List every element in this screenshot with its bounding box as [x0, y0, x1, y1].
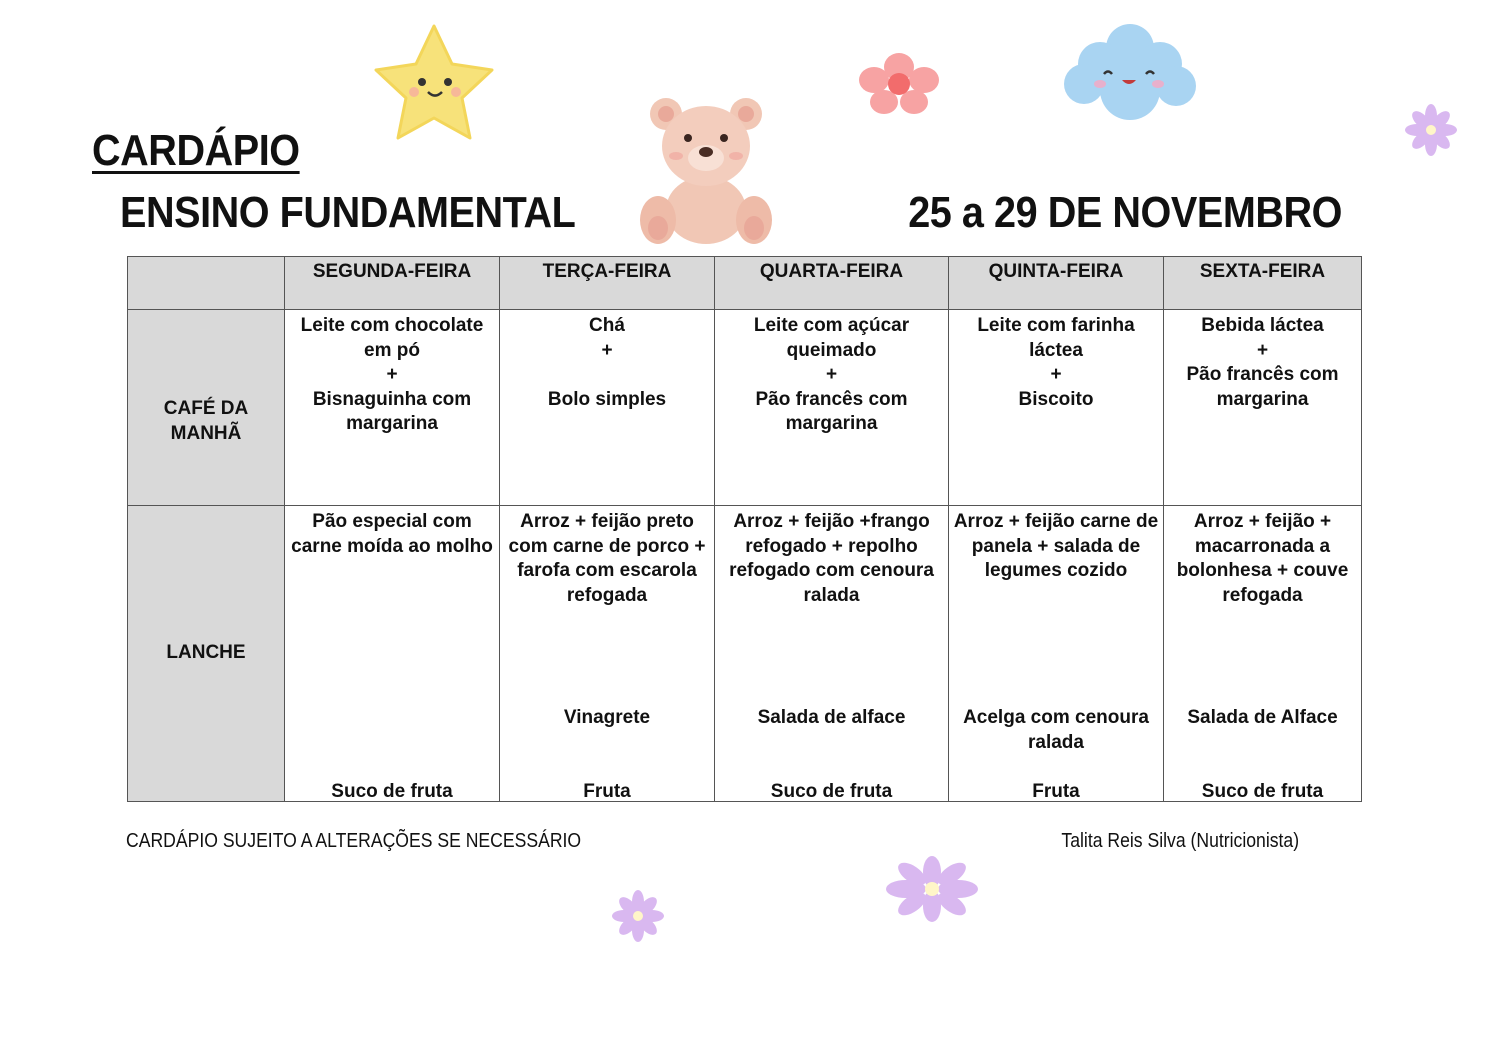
page-title: CARDÁPIO [92, 126, 300, 175]
teddy-bear-icon [636, 92, 776, 250]
day-header: SEXTA-FEIRA [1164, 257, 1362, 310]
cloud-icon [1060, 18, 1200, 122]
menu-item-line: refogada [1222, 584, 1303, 606]
side-item: Salada de Alface [1187, 707, 1338, 728]
menu-item-line: Pão francês com [755, 388, 908, 410]
menu-item-line: Pão especial com [312, 511, 472, 532]
day-header: QUINTA-FEIRA [949, 257, 1164, 310]
menu-item-line: Pão francês com [1186, 364, 1339, 385]
day-header: QUARTA-FEIRA [715, 257, 949, 310]
menu-item-line: Leite com chocolate [300, 315, 484, 336]
menu-cell [949, 310, 1164, 506]
menu-item-line: com carne de porco + [508, 535, 706, 557]
row-label-cafe [128, 310, 285, 506]
flower-icon [1405, 104, 1457, 156]
menu-item-line: Bolo simples [547, 388, 667, 410]
row-label-line: MANHÃ [170, 422, 242, 444]
menu-item-line: Arroz + feijão preto [520, 511, 694, 532]
menu-cell [285, 506, 500, 802]
menu-item-line: + [386, 364, 398, 385]
menu-cell [1164, 506, 1362, 802]
drink-item: Suco de fruta [770, 781, 893, 802]
menu-item-line: em pó [364, 339, 420, 361]
drink-item: Suco de fruta [1201, 781, 1324, 802]
menu-cell [715, 310, 949, 506]
menu-item-line: Bisnaguinha com [312, 388, 472, 410]
menu-item-line: bolonhesa + couve [1176, 560, 1349, 581]
menu-item-line: macarronada a [1194, 535, 1331, 557]
nutritionist-signature: Talita Reis Silva (Nutricionista) [1061, 830, 1299, 852]
menu-item-line: Biscoito [1018, 388, 1094, 410]
menu-item-line: panela + salada de [971, 535, 1141, 557]
menu-item-line: legumes cozido [984, 560, 1128, 581]
menu-item-line: Arroz + feijão +frango [733, 511, 930, 532]
menu-cell [500, 310, 715, 506]
menu-item-line: farofa com escarola [517, 560, 697, 581]
table-header-row [128, 257, 1362, 310]
date-range: 25 a 29 DE NOVEMBRO [908, 188, 1342, 237]
row-label-lanche [128, 506, 285, 802]
menu-cell [500, 506, 715, 802]
menu-item-line: queimado [786, 339, 877, 361]
menu-item-line: Arroz + feijão + [1193, 511, 1332, 532]
menu-item-line: Leite com açúcar [753, 315, 910, 336]
table-row-cafe [128, 310, 1362, 506]
menu-item-line: + [1050, 364, 1062, 385]
menu-item-line: Bebida láctea [1201, 315, 1324, 336]
table-corner-cell [128, 257, 285, 310]
menu-item-line: refogado com cenoura [729, 560, 934, 581]
row-label-line: CAFÉ DA [163, 398, 249, 419]
side-item: ralada [1028, 731, 1084, 753]
day-header: TERÇA-FEIRA [500, 257, 715, 310]
menu-table [127, 256, 1362, 802]
drink-item: Suco de fruta [331, 781, 453, 802]
menu-item-line: refogada [566, 584, 648, 606]
menu-item-line: margarina [785, 413, 878, 434]
menu-item-line: Chá [589, 315, 625, 336]
menu-item-line: margarina [1216, 388, 1309, 410]
menu-item-line: refogado + repolho [745, 535, 918, 557]
menu-item-line: láctea [1029, 339, 1083, 361]
day-header: SEGUNDA-FEIRA [285, 257, 500, 310]
side-item: Vinagrete [563, 707, 651, 728]
footer-note: CARDÁPIO SUJEITO A ALTERAÇÕES SE NECESSÁRIO [126, 830, 582, 852]
flower-icon [612, 890, 664, 942]
menu-item-line: + [1256, 339, 1269, 361]
menu-item-line: margarina [346, 413, 438, 434]
side-item: Salada de alface [757, 707, 906, 728]
table-row-lanche [128, 506, 1362, 802]
menu-cell [285, 310, 500, 506]
side-item: Acelga com cenoura [963, 707, 1149, 728]
star-icon [372, 20, 497, 145]
drink-item: Fruta [583, 781, 631, 802]
drink-item: Fruta [1032, 781, 1080, 802]
flower-icon [856, 50, 942, 116]
menu-item-line: + [825, 364, 838, 385]
menu-item-line: + [601, 339, 613, 361]
menu-cell [949, 506, 1164, 802]
menu-item-line: carne moída ao molho [291, 535, 493, 557]
menu-cell [715, 506, 949, 802]
row-label-line: LANCHE [166, 642, 246, 664]
menu-item-line: ralada [803, 584, 860, 606]
menu-cell [1164, 310, 1362, 506]
page-subtitle: ENSINO FUNDAMENTAL [120, 188, 576, 237]
menu-item-line: Leite com farinha [977, 315, 1135, 336]
menu-item-line: Arroz + feijão carne de [953, 511, 1159, 532]
flower-icon [884, 856, 980, 922]
